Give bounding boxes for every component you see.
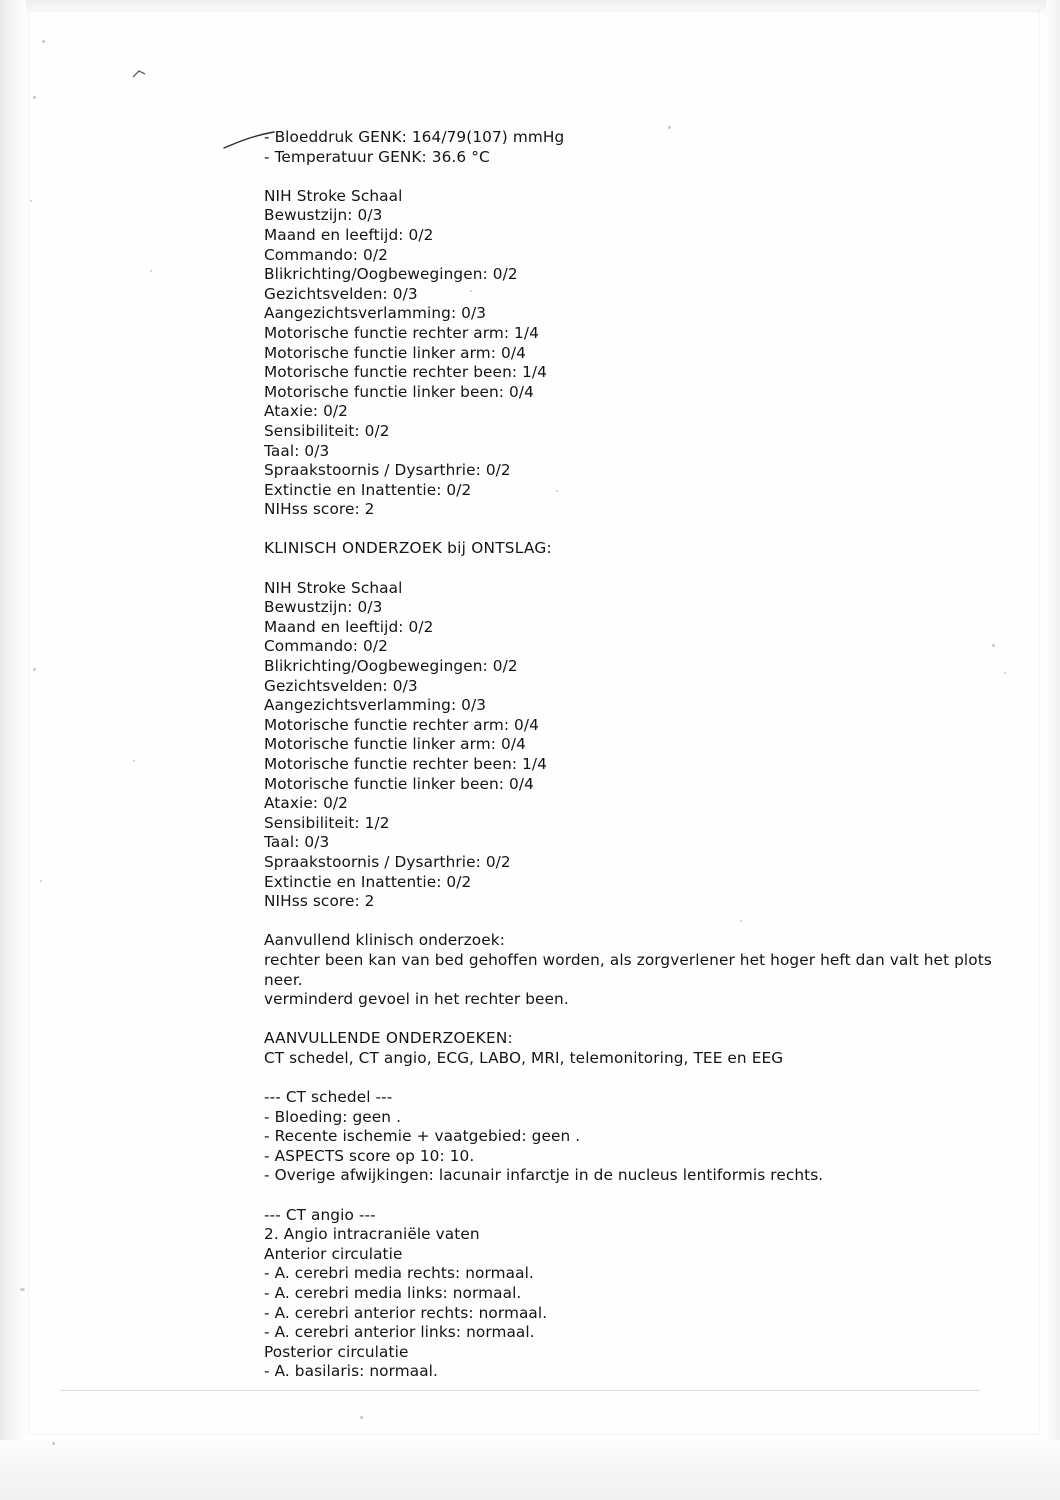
report-line: Anterior circulatie <box>264 1244 403 1263</box>
scan-speck <box>133 760 135 762</box>
scan-speck <box>33 668 36 671</box>
page-bottom-rule <box>60 1390 980 1391</box>
report-line: Aangezichtsverlamming: 0/3 <box>264 304 487 323</box>
scan-speck <box>360 1416 363 1419</box>
report-line: - Overige afwijkingen: lacunair infarctje in de nucleus lentiformis rechts. <box>264 1166 824 1185</box>
report-line: NIHss score: 2 <box>264 500 375 519</box>
scan-speck <box>1004 672 1006 674</box>
report-line: Motorische functie rechter been: 1/4 <box>264 363 547 382</box>
scan-speck <box>150 270 152 272</box>
report-line: Posterior circulatie <box>264 1342 409 1361</box>
report-line: Motorische functie rechter been: 1/4 <box>264 755 547 773</box>
report-line: Spraakstoornis / Dysarthrie: 0/2 <box>264 852 511 871</box>
report-line-blank <box>264 912 1004 932</box>
report-line: CT schedel, CT angio, ECG, LABO, MRI, telemonitoring, TEE en EEG <box>264 1048 784 1067</box>
section-heading-klinisch-onderzoek: KLINISCH ONDERZOEK bij ONTSLAG: <box>264 539 552 558</box>
report-line: Motorische functie linker arm: 0/4 <box>264 735 526 754</box>
report-line: - Temperatuur GENK: 36.6 °C <box>264 147 490 166</box>
report-line: Commando: 0/2 <box>264 245 388 264</box>
report-line: - A. cerebri anterior links: normaal. <box>264 1323 535 1342</box>
scan-speck <box>30 200 32 202</box>
scan-speck <box>42 40 45 43</box>
report-line: Maand en leeftijd: 0/2 <box>264 617 434 636</box>
scan-edge-left <box>0 0 26 1500</box>
report-line: - A. cerebri media rechts: normaal. <box>264 1264 534 1283</box>
scan-edge-bottom <box>0 1440 1060 1500</box>
report-line: - ASPECTS score op 10: 10. <box>264 1146 475 1165</box>
report-line-blank <box>264 167 1004 187</box>
report-line: Bewustzijn: 0/3 <box>264 206 383 225</box>
report-line: Ataxie: 0/2 <box>264 794 349 813</box>
report-line: rechter been kan van bed gehoffen worden, als zorgverlener het hoger heft dan valt het plots neer. <box>264 950 992 989</box>
report-line: Sensibiliteit: 0/2 <box>264 421 390 440</box>
report-line: - A. cerebri media links: normaal. <box>264 1284 522 1303</box>
report-line: Maand en leeftijd: 0/2 <box>264 225 434 244</box>
report-line-blank <box>264 1010 1004 1030</box>
scan-speck <box>52 1442 55 1445</box>
report-line: Taal: 0/3 <box>264 833 330 852</box>
report-line: Taal: 0/3 <box>264 441 330 460</box>
report-line-blank <box>264 1069 1004 1089</box>
report-line-blank <box>264 520 1004 540</box>
scan-edge-right <box>1046 0 1060 1500</box>
report-line: Bewustzijn: 0/3 <box>264 598 383 617</box>
report-line: Extinctie en Inattentie: 0/2 <box>264 872 472 891</box>
report-line: - A. basilaris: normaal. <box>264 1362 438 1381</box>
report-line: Sensibiliteit: 1/2 <box>264 813 390 832</box>
report-line: Commando: 0/2 <box>264 637 388 656</box>
report-line: Blikrichting/Oogbewegingen: 0/2 <box>264 657 518 676</box>
report-line-blank <box>264 1186 1004 1206</box>
subsection-heading-ct-angio: --- CT angio --- <box>264 1205 376 1224</box>
report-line: Spraakstoornis / Dysarthrie: 0/2 <box>264 461 511 480</box>
report-line: Motorische functie rechter arm: 1/4 <box>264 323 539 342</box>
report-line: Gezichtsvelden: 0/3 <box>264 676 418 695</box>
report-line: Gezichtsvelden: 0/3 <box>264 284 418 303</box>
section-heading-aanvullende-onderzoeken: AANVULLENDE ONDERZOEKEN: <box>264 1029 513 1048</box>
report-line: NIH Stroke Schaal <box>264 186 403 205</box>
subsection-heading-ct-schedel: --- CT schedel --- <box>264 1088 393 1107</box>
report-line: Ataxie: 0/2 <box>264 402 349 421</box>
report-line: Aangezichtsverlamming: 0/3 <box>264 696 487 715</box>
report-body <box>264 128 1004 1382</box>
report-line: Motorische functie linker been: 0/4 <box>264 382 534 401</box>
report-line: Aanvullend klinisch onderzoek: <box>264 931 505 950</box>
report-line: Motorische functie linker arm: 0/4 <box>264 343 526 362</box>
report-line: NIHss score: 2 <box>264 892 375 911</box>
report-line: - A. cerebri anterior rechts: normaal. <box>264 1303 548 1322</box>
report-line: - Bloeding: geen . <box>264 1107 402 1126</box>
report-line-blank <box>264 559 1004 579</box>
report-line: - Bloeddruk GENK: 164/79(107) mmHg <box>264 128 565 146</box>
report-line: Blikrichting/Oogbewegingen: 0/2 <box>264 265 518 284</box>
report-line: Motorische functie linker been: 0/4 <box>264 774 534 793</box>
report-line: - Recente ischemie + vaatgebied: geen . <box>264 1127 581 1146</box>
report-line: Extinctie en Inattentie: 0/2 <box>264 480 472 499</box>
scan-speck <box>40 880 42 882</box>
report-line: verminderd gevoel in het rechter been. <box>264 990 569 1009</box>
report-line: Motorische functie rechter arm: 0/4 <box>264 715 539 734</box>
scan-speck <box>20 1288 25 1291</box>
report-line: 2. Angio intracraniële vaten <box>264 1225 480 1244</box>
scan-speck <box>33 96 36 99</box>
report-line: NIH Stroke Schaal <box>264 578 403 597</box>
handwritten-tick-mark-icon <box>132 64 148 74</box>
